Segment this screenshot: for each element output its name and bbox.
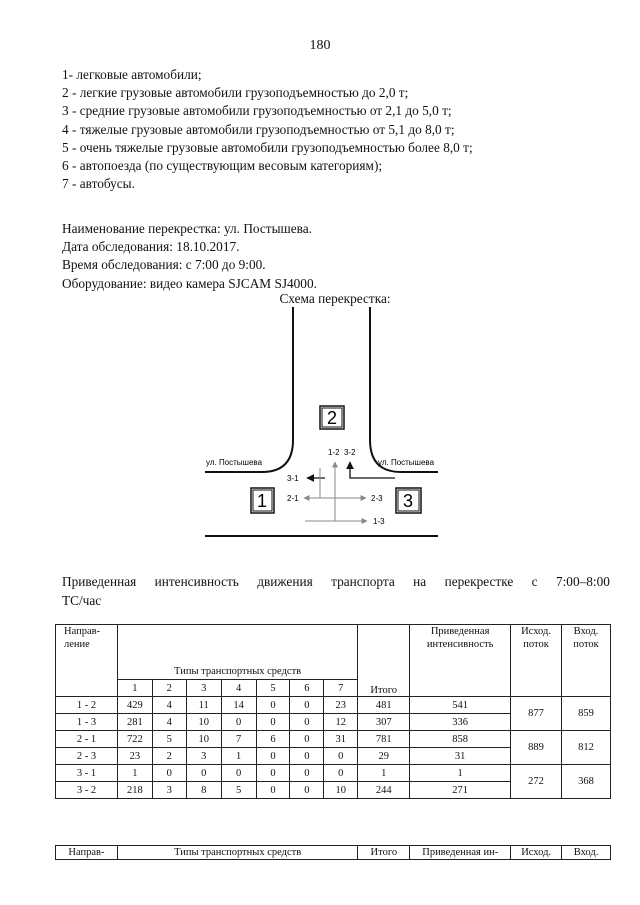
col-in-header: Вход. поток [562,625,611,697]
legend-item: 7 - автобусы. [62,176,135,192]
move-label-3-1: 3-1 [287,474,299,483]
cell-reduced: 1 [410,765,511,782]
survey-date: Дата обследования: 18.10.2017. [62,239,240,255]
cell-value: 23 [324,697,358,714]
legend-item: 5 - очень тяжелые грузовые автомобили грузоподъемностью более 8,0 т; [62,139,473,155]
cell-value: 218 [117,782,152,799]
cell-value: 722 [117,731,152,748]
next-table-header [55,845,611,860]
cell-value: 5 [152,731,186,748]
cell-value: 3 [186,748,221,765]
cell-reduced: 336 [410,714,511,731]
cell-total: 29 [358,748,410,765]
cell-value: 7 [221,731,256,748]
cell-value: 10 [186,714,221,731]
cell-value: 0 [290,748,324,765]
cell-value: 10 [324,782,358,799]
cell-direction: 1 - 3 [56,714,118,731]
road-edge-north-east [370,307,438,472]
cell-value: 0 [152,765,186,782]
move-label-3-2: 3-2 [344,448,356,457]
survey-equipment: Оборудование: видео камера SJCAM SJ4000. [62,275,317,291]
approach-label-3: 3 [402,491,414,511]
cell-value: 11 [186,697,221,714]
cell-value: 0 [290,782,324,799]
cell-value: 0 [256,782,290,799]
legend-item: 4 - тяжелые грузовые автомобили грузоподъемностью от 5,1 до 8,0 т; [62,121,455,137]
col-total-header: Итого [358,846,410,860]
cell-value: 14 [221,697,256,714]
intensity-table [55,624,611,799]
cell-value: 0 [256,714,290,731]
cell-value: 10 [186,731,221,748]
heading-word: Приведенная [62,574,137,589]
cell-value: 6 [256,731,290,748]
cell-value: 2 [152,748,186,765]
cell-value: 0 [221,765,256,782]
col-types-header: Типы транспортных средств [117,625,357,680]
col-in-header: Вход. [562,846,611,860]
col-direction-header: Направ- [56,846,118,860]
cell-value: 0 [290,731,324,748]
cell-total: 481 [358,697,410,714]
heading-word: транспорта [331,574,395,589]
type-number: 1 [117,680,152,697]
move-label-2-3: 2-3 [371,494,383,503]
heading-word: интенсивность [154,574,239,589]
cell-value: 0 [290,765,324,782]
cell-value: 1 [221,748,256,765]
cell-value: 5 [221,782,256,799]
type-number: 6 [290,680,324,697]
cell-reduced: 858 [410,731,511,748]
move-label-2-1: 2-1 [287,494,299,503]
type-number: 2 [152,680,186,697]
cell-reduced: 31 [410,748,511,765]
approach-label-2: 2 [326,408,338,428]
move-label-1-2: 1-2 [328,448,340,457]
legend-item: 1- легковые автомобили; [62,67,202,82]
cell-value: 0 [290,697,324,714]
scheme-title: Схема перекрестка: [279,291,391,306]
cell-in-flow: 859 [562,697,611,731]
col-out-header: Исход. [511,846,562,860]
street-label-left: ул. Постышева [206,458,263,467]
col-types-header: Типы транспортных средств [117,846,358,860]
cell-value: 281 [117,714,152,731]
table-row [56,765,611,782]
type-number: 5 [256,680,290,697]
cell-direction: 2 - 3 [56,748,118,765]
cell-total: 307 [358,714,410,731]
cell-out-flow: 889 [511,731,562,765]
cell-value: 31 [324,731,358,748]
cell-value: 429 [117,697,152,714]
legend-item: 3 - средние грузовые автомобили грузоподъемностью от 2,1 до 5,0 т; [62,103,452,119]
type-number: 4 [221,680,256,697]
road-edge-north-west [205,307,293,472]
table-row [56,731,611,748]
cell-in-flow: 812 [562,731,611,765]
cell-out-flow: 877 [511,697,562,731]
col-reduced-header: Приведенная ин- [410,846,511,860]
cell-direction: 3 - 1 [56,765,118,782]
street-label-right: ул. Постышева [378,458,435,467]
cell-value: 0 [290,714,324,731]
cell-value: 23 [117,748,152,765]
cell-value: 1 [117,765,152,782]
cell-total: 1 [358,765,410,782]
cell-value: 0 [186,765,221,782]
cell-value: 4 [152,714,186,731]
cell-total: 244 [358,782,410,799]
heading-word: 7:00–8:00 [555,574,610,589]
legend-item: 6 - автопоезда (по существующим весовым категориям); [62,158,383,174]
cell-reduced: 271 [410,782,511,799]
table-row [56,697,611,714]
cell-total: 781 [358,731,410,748]
cell-value: 0 [256,748,290,765]
col-out-header: Исход. поток [511,625,562,697]
cell-value: 4 [152,697,186,714]
heading-word: на [413,574,427,589]
cell-value: 0 [221,714,256,731]
arrow-2-3 [320,468,366,498]
intersection-name: Наименование перекрестка: ул. Постышева. [62,221,313,236]
heading-unit: ТС/час [62,592,102,608]
approach-label-1: 1 [256,491,268,511]
heading-word: движения [257,574,313,589]
col-total-header: Итого [358,625,410,697]
cell-value: 0 [256,697,290,714]
cell-in-flow: 368 [562,765,611,799]
legend-item: 2 - легкие грузовые автомобили грузоподъемностью до 2,0 т; [62,85,409,101]
cell-value: 8 [186,782,221,799]
page-number: 180 [309,38,331,53]
cell-value: 3 [152,782,186,799]
survey-time: Время обследования: с 7:00 до 9:00. [62,257,266,273]
heading-word: перекрестке [444,574,514,589]
cell-direction: 2 - 1 [56,731,118,748]
cell-reduced: 541 [410,697,511,714]
cell-out-flow: 272 [511,765,562,799]
cell-direction: 1 - 2 [56,697,118,714]
type-number: 3 [186,680,221,697]
move-label-1-3: 1-3 [373,517,385,526]
col-reduced-header: Приведенная интенсивность [410,625,511,697]
cell-direction: 3 - 2 [56,782,118,799]
heading-word: с [531,574,538,589]
table-heading [62,573,610,610]
cell-value: 12 [324,714,358,731]
col-direction-header: Направ-ление [56,625,118,697]
cell-value: 0 [256,765,290,782]
cell-value: 0 [324,748,358,765]
type-number: 7 [324,680,358,697]
cell-value: 0 [324,765,358,782]
